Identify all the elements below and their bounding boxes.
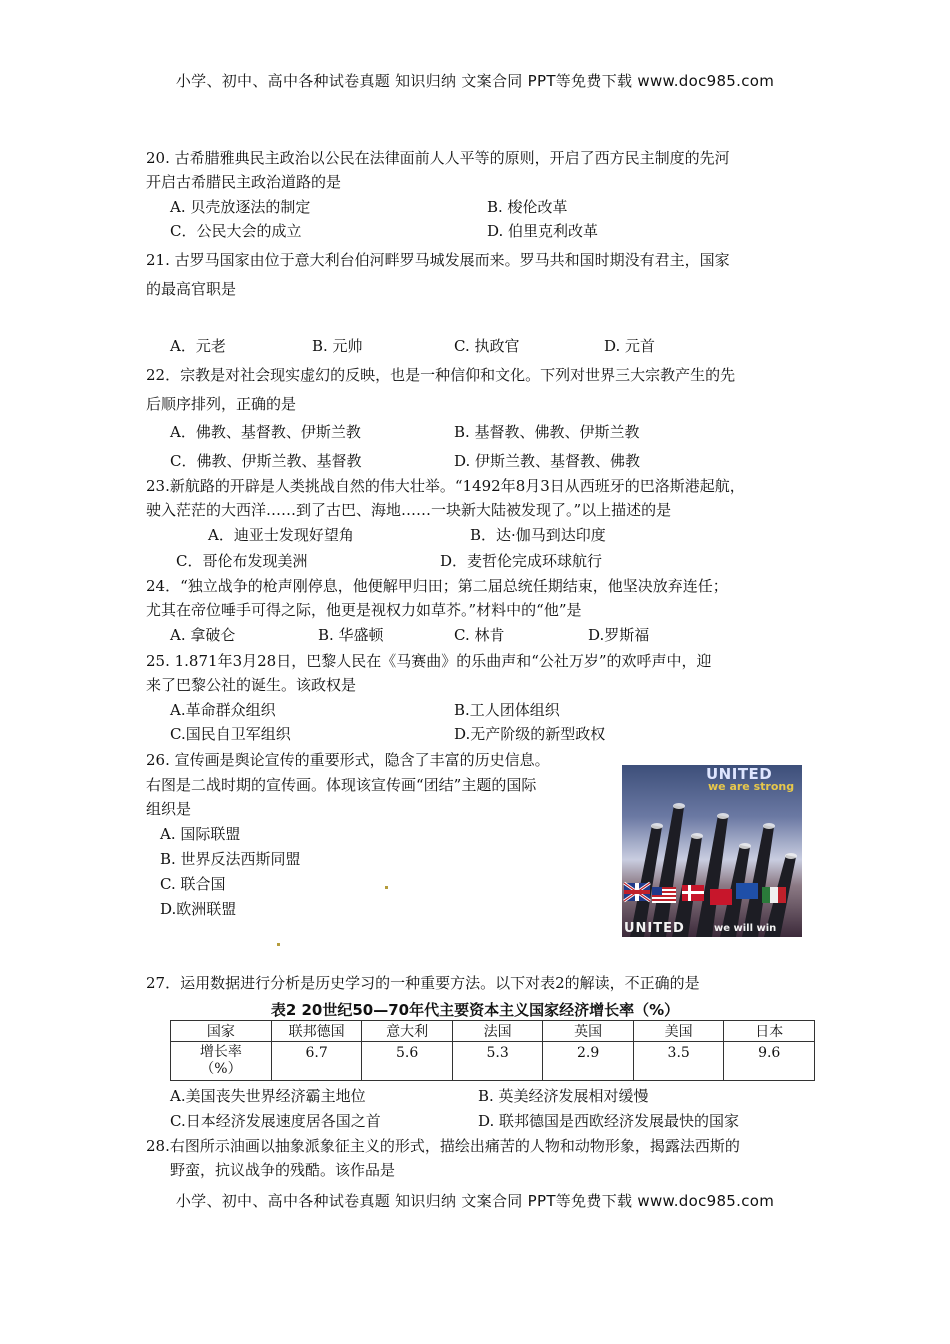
table-row bbox=[171, 1042, 815, 1081]
q20-option-d: D. 伯里克利改革 bbox=[487, 222, 599, 240]
q21-stem-line1: 21. 古罗马国家由位于意大利台伯河畔罗马城发展而来。罗马共和国时期没有君主，国家 bbox=[146, 251, 730, 269]
q26-option-a: A. 国际联盟 bbox=[160, 825, 241, 843]
table-header-cell: 国家 bbox=[171, 1021, 272, 1042]
table-header-cell: 法国 bbox=[452, 1021, 543, 1042]
table-cell: 3.5 bbox=[633, 1042, 724, 1081]
q24-option-a: A. 拿破仑 bbox=[170, 626, 236, 644]
q22-option-d: D. 伊斯兰教、基督教、佛教 bbox=[454, 452, 641, 470]
q28-stem-line2: 野蛮，抗议战争的残酷。该作品是 bbox=[170, 1161, 396, 1179]
q20-option-a: A. 贝壳放逐法的制定 bbox=[170, 198, 311, 216]
q24-stem-line2: 尤其在帝位唾手可得之际，他更是视权力如草芥。”材料中的“他”是 bbox=[146, 601, 582, 619]
table-cell: 6.7 bbox=[271, 1042, 362, 1081]
q23-option-c: C．哥伦布发现美洲 bbox=[176, 552, 308, 570]
page-footer: 小学、初中、高中各种试卷真题 知识归纳 文案合同 PPT等免费下载 www.doc985.com bbox=[175, 1192, 775, 1210]
table-header-cell: 联邦德国 bbox=[271, 1021, 362, 1042]
q26-option-d: D.欧洲联盟 bbox=[160, 900, 237, 918]
table-cell: 5.3 bbox=[452, 1042, 543, 1081]
q26-stem-line2: 右图是二战时期的宣传画。体现该宣传画“团结”主题的国际 bbox=[146, 776, 537, 794]
q21-option-c: C. 执政官 bbox=[454, 337, 520, 355]
q27-option-c: C.日本经济发展速度居各国之首 bbox=[170, 1112, 381, 1130]
q28-stem-line1: 28.右图所示油画以抽象派象征主义的形式，描绘出痛苦的人物和动物形象，揭露法西斯的 bbox=[146, 1137, 740, 1155]
q22-stem-line2: 后顺序排列，正确的是 bbox=[146, 395, 297, 413]
q27-option-d: D. 联邦德国是西欧经济发展最快的国家 bbox=[478, 1112, 740, 1130]
poster-top-title: UNITED bbox=[706, 765, 773, 783]
table-header-cell: 美国 bbox=[633, 1021, 724, 1042]
q20-option-b: B. 梭伦改革 bbox=[487, 198, 568, 216]
row-label-cell bbox=[171, 1042, 272, 1081]
table-cell: 2.9 bbox=[543, 1042, 634, 1081]
q23-option-b: B．达·伽马到达印度 bbox=[470, 526, 606, 544]
table-header-cell: 英国 bbox=[543, 1021, 634, 1042]
table-caption: 表2 20世纪50—70年代主要资本主义国家经济增长率（%） bbox=[270, 1001, 680, 1019]
table-header-row bbox=[171, 1021, 815, 1042]
q23-option-d: D．麦哲伦完成环球航行 bbox=[440, 552, 603, 570]
q23-stem-line2: 驶入茫茫的大西洋……到了古巴、海地……一块新大陆被发现了。”以上描述的是 bbox=[146, 501, 672, 519]
q22-option-c: C．佛教、伊斯兰教、基督教 bbox=[170, 452, 362, 470]
q23-stem-line1: 23.新航路的开辟是人类挑战自然的伟大壮举。“1492年8月3日从西班牙的巴洛斯港起航， bbox=[146, 477, 745, 495]
table-header-cell: 日本 bbox=[724, 1021, 815, 1042]
q20-stem-line2: 开启古希腊民主政治道路的是 bbox=[146, 173, 342, 191]
q25-stem-line2: 来了巴黎公社的诞生。该政权是 bbox=[146, 676, 357, 694]
table-cell: 5.6 bbox=[362, 1042, 453, 1081]
q24-option-b: B. 华盛顿 bbox=[318, 626, 384, 644]
q21-option-b: B. 元帅 bbox=[312, 337, 363, 355]
q20-option-c: C．公民大会的成立 bbox=[170, 222, 302, 240]
growth-rate-table bbox=[170, 1020, 815, 1081]
q27-stem-line1: 27．运用数据进行分析是历史学习的一种重要方法。以下对表2的解读，不正确的是 bbox=[146, 974, 700, 992]
q26-option-b: B. 世界反法西斯同盟 bbox=[160, 850, 301, 868]
poster-bottom-subtitle: we will win bbox=[714, 923, 777, 934]
q25-stem-line1: 25. 1.871年3月28日，巴黎人民在《马赛曲》的乐曲声和“公社万岁”的欢呼声中，迎 bbox=[146, 652, 712, 670]
speck bbox=[385, 886, 388, 889]
q22-option-b: B. 基督教、佛教、伊斯兰教 bbox=[454, 423, 640, 441]
q22-stem-line1: 22．宗教是对社会现实虚幻的反映，也是一种信仰和文化。下列对世界三大宗教产生的先 bbox=[146, 366, 736, 384]
q23-option-a: A．迪亚士发现好望角 bbox=[208, 526, 354, 544]
q26-stem-line3: 组织是 bbox=[146, 800, 192, 818]
q24-option-d: D.罗斯福 bbox=[588, 626, 650, 644]
q27-option-b: B. 英美经济发展相对缓慢 bbox=[478, 1087, 649, 1105]
table-header-cell: 意大利 bbox=[362, 1021, 453, 1042]
q24-option-c: C. 林肯 bbox=[454, 626, 505, 644]
q26-stem-line1: 26. 宣传画是舆论宣传的重要形式，隐含了丰富的历史信息。 bbox=[146, 751, 550, 769]
table-cell: 9.6 bbox=[724, 1042, 815, 1081]
q21-option-d: D. 元首 bbox=[604, 337, 656, 355]
row-label-line2: （%） bbox=[200, 1061, 242, 1077]
q25-option-d: D.无产阶级的新型政权 bbox=[454, 725, 606, 743]
row-label-line1: 增长率 bbox=[199, 1044, 242, 1060]
q24-stem-line1: 24．“独立战争的枪声刚停息，他便解甲归田；第二届总统任期结束，他坚决放弃连任； bbox=[146, 577, 728, 595]
q25-option-b: B.工人团体组织 bbox=[454, 701, 560, 719]
poster-top-subtitle: we are strong bbox=[708, 780, 795, 793]
q21-option-a: A．元老 bbox=[170, 337, 226, 355]
ww2-united-poster-image bbox=[622, 765, 802, 937]
q27-option-a: A.美国丧失世界经济霸主地位 bbox=[170, 1087, 366, 1105]
speck bbox=[277, 943, 280, 946]
q20-stem-line1: 20. 古希腊雅典民主政治以公民在法律面前人人平等的原则，开启了西方民主制度的先河 bbox=[146, 149, 730, 167]
q25-option-a: A.革命群众组织 bbox=[170, 701, 276, 719]
q25-option-c: C.国民自卫军组织 bbox=[170, 725, 291, 743]
poster-bottom-title: UNITED bbox=[624, 921, 685, 936]
q21-stem-line2: 的最高官职是 bbox=[146, 280, 237, 298]
page-header: 小学、初中、高中各种试卷真题 知识归纳 文案合同 PPT等免费下载 www.doc985.com bbox=[175, 72, 775, 90]
q26-option-c: C. 联合国 bbox=[160, 875, 226, 893]
q22-option-a: A．佛教、基督教、伊斯兰教 bbox=[170, 423, 361, 441]
